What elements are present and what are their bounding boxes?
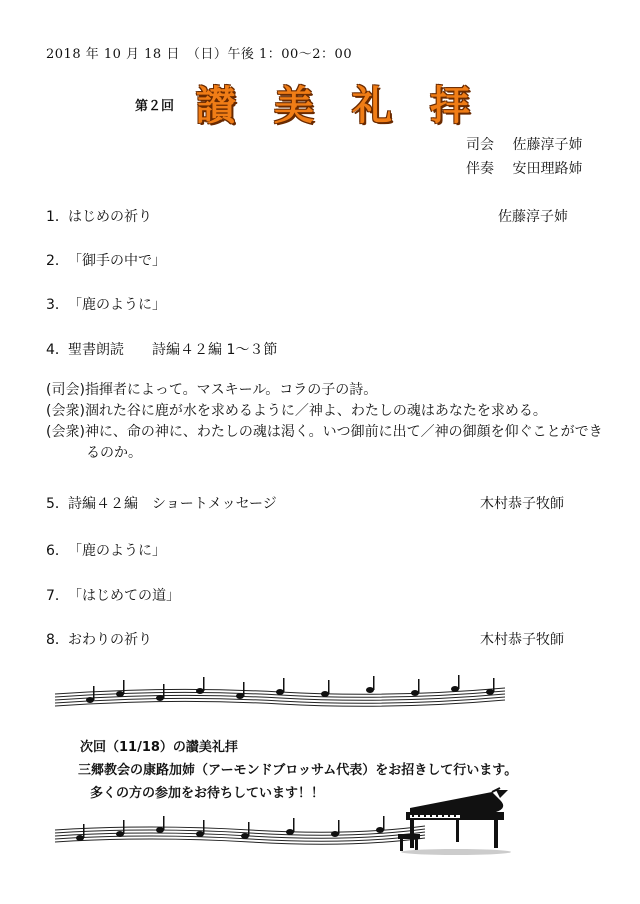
reading-speaker: (会衆) — [46, 424, 85, 440]
reading-line — [46, 401, 606, 422]
grand-piano-icon — [396, 786, 516, 856]
reading-text: 涸れた谷に鹿が水を求めるように／神よ、わたしの魂はあなたを求める。 — [84, 403, 547, 419]
item-number: 6． — [46, 543, 69, 559]
role-label: 伴奏 — [466, 161, 494, 177]
item-person: 木村恭子牧師 — [480, 496, 564, 512]
program-item-7 — [46, 585, 180, 605]
item-label: 「鹿のように」 — [68, 297, 166, 313]
page-title: 讃美礼拝 — [196, 83, 508, 129]
program-item-3 — [46, 294, 166, 314]
program-item-4 — [46, 339, 277, 359]
next-event-detail: 三郷教会の康路加姉（アーモンドブロッサム代表）をお招きして行います。 — [78, 763, 518, 778]
role-label: 司会 — [466, 137, 494, 153]
reading-speaker: (司会) — [46, 382, 85, 398]
item-label: 「御手の中で」 — [68, 253, 166, 269]
item-person: 佐藤淳子姉 — [498, 209, 568, 225]
reading-line — [46, 422, 606, 443]
officiant-line — [466, 134, 582, 154]
item-label: 「鹿のように」 — [68, 543, 166, 559]
scripture-reference: 詩編４２編 1〜３節 — [152, 342, 278, 358]
next-event-title: 次回（11/18）の讃美礼拝 — [80, 740, 238, 755]
item-number: 1． — [46, 209, 69, 225]
program-item-5 — [46, 493, 277, 513]
item-label: おわりの祈り — [68, 632, 152, 648]
program-item-6 — [46, 540, 166, 560]
program-item-2 — [46, 250, 166, 270]
item-label: はじめの祈り — [68, 209, 152, 225]
reading-text: 指揮者によって。マスキール。コラの子の詩。 — [84, 382, 378, 398]
invitation-text: 多くの方の参加をお待ちしています！！ — [90, 786, 325, 801]
item-number: 5． — [46, 496, 69, 512]
role-name: 佐藤淳子姉 — [512, 137, 583, 153]
program-item-1 — [46, 206, 152, 226]
accompanist-line — [466, 158, 582, 178]
series-number: 第２回 — [135, 99, 175, 114]
service-date: 2018 年 10 月 18 日 （日）午後 1：00〜2：00 — [46, 47, 353, 62]
reading-text: 神に、命の神に、わたしの魂は渇く。いつ御前に出て／神の御顔を仰ぐことができ — [84, 424, 603, 440]
item-number: 4． — [46, 342, 69, 358]
reading-text: るのか。 — [86, 445, 142, 461]
program-item-8 — [46, 629, 152, 649]
item-label: 「はじめての道」 — [68, 588, 180, 604]
role-name: 安田理路姉 — [512, 161, 583, 177]
item-number: 8． — [46, 632, 69, 648]
item-person: 木村恭子牧師 — [480, 632, 564, 648]
music-staff-icon — [50, 672, 510, 712]
item-label: 聖書朗読 — [68, 342, 124, 358]
responsive-reading — [46, 380, 606, 464]
reading-speaker: (会衆) — [46, 403, 85, 419]
item-number: 2． — [46, 253, 69, 269]
music-staff-icon — [50, 812, 430, 852]
item-label: 詩編４２編 ショートメッセージ — [68, 496, 277, 512]
item-number: 7． — [46, 588, 69, 604]
reading-line — [46, 380, 606, 401]
item-number: 3． — [46, 297, 69, 313]
reading-line — [46, 443, 606, 464]
